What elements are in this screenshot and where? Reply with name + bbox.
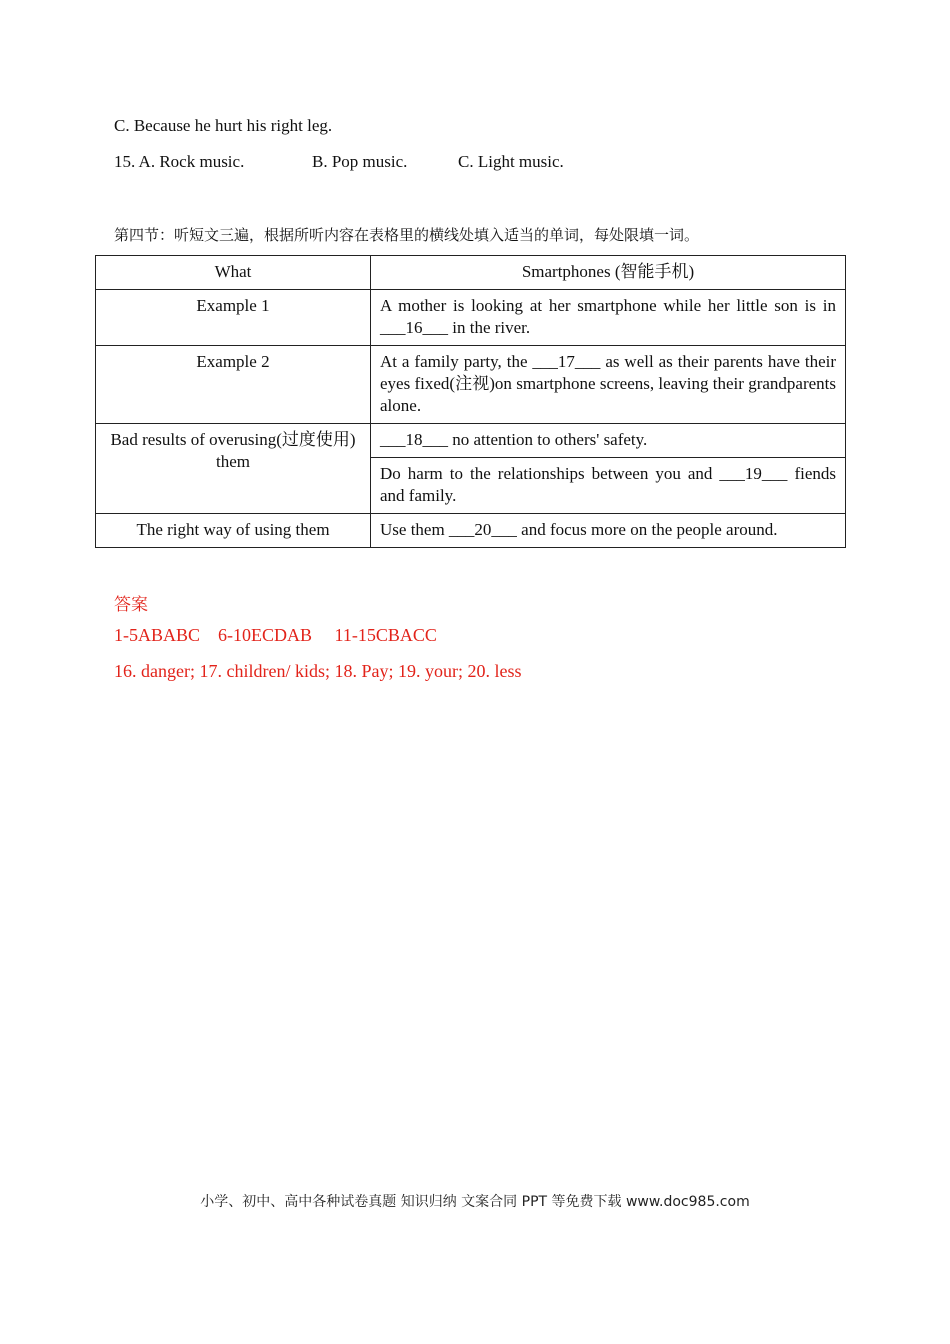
bad-results-label: Bad results of overusing(过度使用) them — [96, 424, 371, 514]
table-row — [96, 290, 846, 346]
example2-label: Example 2 — [96, 346, 371, 424]
q15-option-b: B. Pop music. — [312, 152, 408, 171]
header-what: What — [96, 256, 371, 290]
table-row — [96, 514, 846, 548]
example2-text: At a family party, the ___17___ as well as their parents have their eyes fixed(注视)on smartphone screens, leaving their grandparents alone. — [371, 346, 846, 424]
footer-text: 小学、初中、高中各种试卷真题 知识归纳 文案合同 PPT 等免费下载 www.doc985.com — [200, 1194, 750, 1210]
table-row — [96, 346, 846, 424]
right-way-text: Use them ___20___ and focus more on the people around. — [371, 514, 846, 548]
q15-option-a: 15. A. Rock music. — [114, 152, 245, 171]
answers-title: 答案 — [114, 595, 148, 615]
example1-text: A mother is looking at her smartphone while her little son is in ___16___ in the river. — [371, 290, 846, 346]
table-row — [96, 424, 846, 458]
answers-line-1: 1-5ABABC 6-10ECDAB 11-15CBACC — [114, 625, 437, 645]
q15-option-c: C. Light music. — [458, 152, 564, 171]
q14-option-c: C. Because he hurt his right leg. — [114, 116, 333, 135]
section4-instruction: 第四节：听短文三遍，根据所听内容在表格里的横线处填入适当的单词，每处限填一词。 — [114, 226, 700, 244]
header-smartphones: Smartphones (智能手机) — [371, 256, 846, 290]
table-row — [96, 256, 846, 290]
bad-result-1: ___18___ no attention to others' safety. — [371, 424, 846, 458]
answers-line-2: 16. danger; 17. children/ kids; 18. Pay; 19. your; 20. less — [114, 661, 522, 681]
smartphone-table — [95, 255, 846, 548]
example1-label: Example 1 — [96, 290, 371, 346]
right-way-label: The right way of using them — [96, 514, 371, 548]
bad-result-2: Do harm to the relationships between you and ___19___ fiends and family. — [371, 458, 846, 514]
